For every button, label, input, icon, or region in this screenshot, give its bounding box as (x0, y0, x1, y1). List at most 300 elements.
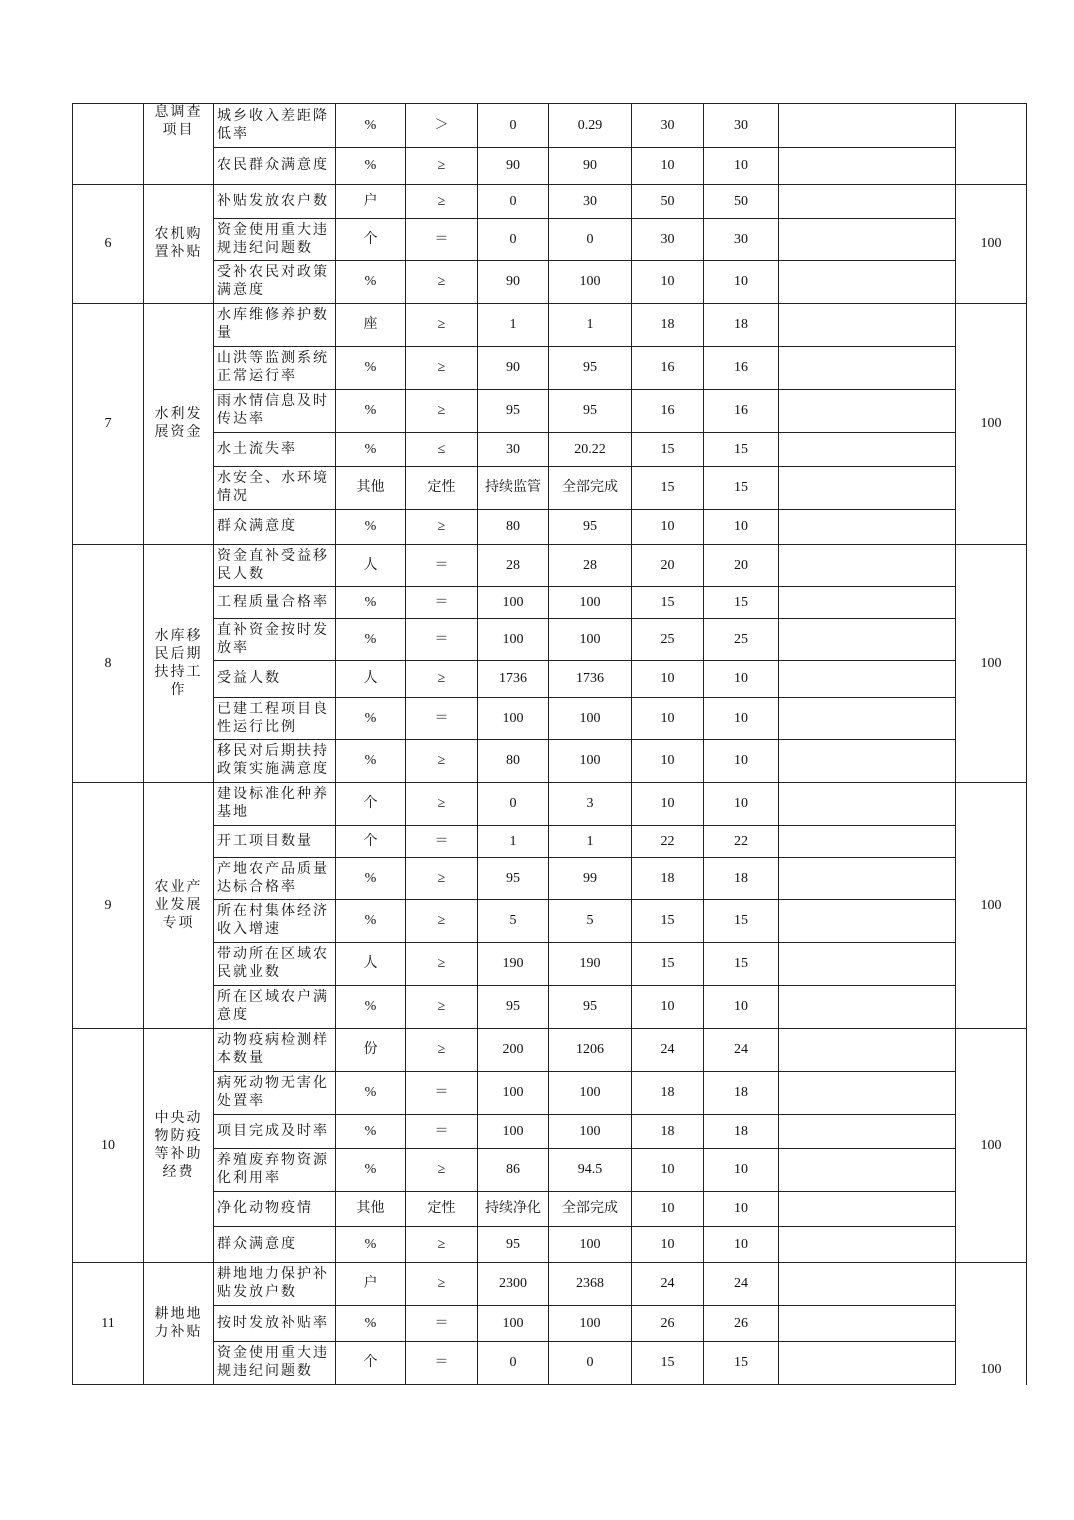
operator: ≥ (406, 304, 478, 347)
actual-value: 95 (549, 390, 632, 433)
actual-score: 50 (704, 185, 779, 219)
remarks-cell (779, 219, 956, 261)
indicator-name: 农民群众满意度 (214, 148, 336, 185)
remarks-cell (779, 545, 956, 587)
actual-value: 2368 (549, 1263, 632, 1306)
table-row (73, 510, 1027, 545)
target-value: 30 (478, 433, 549, 467)
target-value: 86 (478, 1149, 549, 1192)
table-row (73, 433, 1027, 467)
unit: 其他 (336, 467, 406, 510)
operator: ≥ (406, 1263, 478, 1306)
table-row (73, 148, 1027, 185)
unit: 份 (336, 1029, 406, 1072)
weight-score: 10 (632, 510, 704, 545)
weight-score: 10 (632, 1149, 704, 1192)
remarks-cell (779, 943, 956, 986)
actual-value: 0 (549, 219, 632, 261)
indicator-name: 水土流失率 (214, 433, 336, 467)
indicator-name: 已建工程项目良性运行比例 (214, 698, 336, 740)
actual-score: 10 (704, 1149, 779, 1192)
unit: % (336, 1072, 406, 1115)
table-row (73, 467, 1027, 510)
table-row (73, 943, 1027, 986)
table-row (73, 1306, 1027, 1342)
total-score: 100 (956, 304, 1027, 545)
weight-score: 15 (632, 587, 704, 619)
table-row (73, 740, 1027, 783)
remarks-cell (779, 510, 956, 545)
indicator-name: 所在村集体经济收入增速 (214, 900, 336, 943)
operator: ＝ (406, 219, 478, 261)
operator: ＝ (406, 1342, 478, 1385)
project-number: 11 (73, 1263, 144, 1385)
unit: % (336, 587, 406, 619)
actual-score: 10 (704, 1227, 779, 1263)
unit: 个 (336, 219, 406, 261)
operator: ＝ (406, 1115, 478, 1149)
actual-value: 100 (549, 1072, 632, 1115)
target-value: 80 (478, 740, 549, 783)
table-row (73, 619, 1027, 661)
unit: % (336, 104, 406, 148)
actual-value: 190 (549, 943, 632, 986)
actual-value: 5 (549, 900, 632, 943)
actual-score: 15 (704, 433, 779, 467)
target-value: 28 (478, 545, 549, 587)
indicator-name: 带动所在区域农民就业数 (214, 943, 336, 986)
operator: ≥ (406, 740, 478, 783)
weight-score: 10 (632, 148, 704, 185)
weight-score: 10 (632, 1192, 704, 1227)
actual-score: 24 (704, 1029, 779, 1072)
total-score: 100 (956, 783, 1027, 1029)
actual-score: 15 (704, 943, 779, 986)
unit: 人 (336, 943, 406, 986)
indicator-name: 动物疫病检测样本数量 (214, 1029, 336, 1072)
table-row (73, 1227, 1027, 1263)
weight-score: 15 (632, 467, 704, 510)
indicator-name: 养殖废弃物资源化利用率 (214, 1149, 336, 1192)
unit: 个 (336, 783, 406, 826)
project-number: 6 (73, 185, 144, 304)
target-value: 100 (478, 587, 549, 619)
actual-score: 10 (704, 148, 779, 185)
table-row (73, 900, 1027, 943)
weight-score: 18 (632, 304, 704, 347)
table-row (73, 1342, 1027, 1385)
remarks-cell (779, 698, 956, 740)
unit: % (336, 858, 406, 900)
weight-score: 50 (632, 185, 704, 219)
actual-value: 1206 (549, 1029, 632, 1072)
actual-value: 30 (549, 185, 632, 219)
operator: ＝ (406, 1306, 478, 1342)
operator: ＝ (406, 619, 478, 661)
actual-score: 10 (704, 698, 779, 740)
actual-score: 30 (704, 219, 779, 261)
operator: ≥ (406, 661, 478, 698)
actual-score: 22 (704, 826, 779, 858)
actual-score: 18 (704, 1072, 779, 1115)
unit: % (336, 433, 406, 467)
table-row (73, 1072, 1027, 1115)
target-value: 1736 (478, 661, 549, 698)
remarks-cell (779, 587, 956, 619)
actual-value: 100 (549, 587, 632, 619)
project-name: 农业产业发展专项 (144, 783, 214, 1029)
indicator-name: 净化动物疫情 (214, 1192, 336, 1227)
performance-indicator-table (72, 103, 1027, 1385)
operator: ≥ (406, 390, 478, 433)
table-row (73, 1115, 1027, 1149)
indicator-name: 雨水情信息及时传达率 (214, 390, 336, 433)
indicator-name: 山洪等监测系统正常运行率 (214, 347, 336, 390)
actual-score: 24 (704, 1263, 779, 1306)
actual-value: 全部完成 (549, 1192, 632, 1227)
remarks-cell (779, 304, 956, 347)
actual-score: 16 (704, 390, 779, 433)
project-name: 耕地地力补贴 (144, 1263, 214, 1385)
remarks-cell (779, 1192, 956, 1227)
operator: ≥ (406, 900, 478, 943)
weight-score: 15 (632, 943, 704, 986)
unit: % (336, 1227, 406, 1263)
actual-score: 18 (704, 1115, 779, 1149)
actual-score: 15 (704, 1342, 779, 1385)
unit: 个 (336, 826, 406, 858)
target-value: 90 (478, 347, 549, 390)
indicator-name: 病死动物无害化处置率 (214, 1072, 336, 1115)
remarks-cell (779, 1263, 956, 1306)
actual-value: 95 (549, 986, 632, 1029)
target-value: 200 (478, 1029, 549, 1072)
target-value: 95 (478, 986, 549, 1029)
table-row (73, 1263, 1027, 1306)
target-value: 0 (478, 104, 549, 148)
indicator-name: 受益人数 (214, 661, 336, 698)
indicator-name: 群众满意度 (214, 1227, 336, 1263)
table-row (73, 1149, 1027, 1192)
operator: ＝ (406, 826, 478, 858)
unit: % (336, 390, 406, 433)
project-number (73, 104, 144, 185)
remarks-cell (779, 467, 956, 510)
indicator-name: 产地农产品质量达标合格率 (214, 858, 336, 900)
project-name: 水利发展资金 (144, 304, 214, 545)
target-value: 0 (478, 185, 549, 219)
actual-value: 0 (549, 1342, 632, 1385)
indicator-name: 资金直补受益移民人数 (214, 545, 336, 587)
table-row (73, 698, 1027, 740)
table-row (73, 304, 1027, 347)
operator: ≥ (406, 1227, 478, 1263)
project-number: 8 (73, 545, 144, 783)
remarks-cell (779, 1227, 956, 1263)
actual-value: 1 (549, 826, 632, 858)
actual-value: 20.22 (549, 433, 632, 467)
actual-score: 10 (704, 661, 779, 698)
remarks-cell (779, 783, 956, 826)
unit: 其他 (336, 1192, 406, 1227)
actual-value: 100 (549, 1227, 632, 1263)
actual-value: 100 (549, 698, 632, 740)
weight-score: 30 (632, 219, 704, 261)
remarks-cell (779, 900, 956, 943)
total-score (956, 104, 1027, 185)
target-value: 0 (478, 1342, 549, 1385)
operator: ＝ (406, 698, 478, 740)
actual-value: 99 (549, 858, 632, 900)
unit: % (336, 148, 406, 185)
weight-score: 15 (632, 433, 704, 467)
table-row (73, 219, 1027, 261)
remarks-cell (779, 1072, 956, 1115)
remarks-cell (779, 740, 956, 783)
operator: ≥ (406, 986, 478, 1029)
target-value: 5 (478, 900, 549, 943)
actual-value: 100 (549, 740, 632, 783)
indicator-name: 受补农民对政策满意度 (214, 261, 336, 304)
actual-value: 100 (549, 261, 632, 304)
operator: ≥ (406, 148, 478, 185)
unit: 人 (336, 545, 406, 587)
indicator-name: 开工项目数量 (214, 826, 336, 858)
actual-value: 90 (549, 148, 632, 185)
target-value: 95 (478, 390, 549, 433)
unit: 座 (336, 304, 406, 347)
actual-score: 16 (704, 347, 779, 390)
remarks-cell (779, 1115, 956, 1149)
actual-score: 15 (704, 467, 779, 510)
target-value: 100 (478, 1072, 549, 1115)
weight-score: 26 (632, 1306, 704, 1342)
target-value: 95 (478, 1227, 549, 1263)
weight-score: 18 (632, 1115, 704, 1149)
weight-score: 20 (632, 545, 704, 587)
weight-score: 15 (632, 900, 704, 943)
indicator-name: 项目完成及时率 (214, 1115, 336, 1149)
actual-score: 18 (704, 304, 779, 347)
unit: 个 (336, 1342, 406, 1385)
operator: ≥ (406, 1149, 478, 1192)
indicator-name: 直补资金按时发放率 (214, 619, 336, 661)
table-row (73, 986, 1027, 1029)
operator: ≥ (406, 510, 478, 545)
operator: ≥ (406, 185, 478, 219)
indicator-name: 工程质量合格率 (214, 587, 336, 619)
total-score: 100 (956, 545, 1027, 783)
actual-value: 95 (549, 510, 632, 545)
target-value: 100 (478, 1115, 549, 1149)
weight-score: 10 (632, 661, 704, 698)
remarks-cell (779, 1342, 956, 1385)
total-score: 100 (956, 185, 1027, 304)
table-row (73, 261, 1027, 304)
weight-score: 16 (632, 347, 704, 390)
remarks-cell (779, 185, 956, 219)
weight-score: 10 (632, 261, 704, 304)
total-score: 100 (956, 1263, 1027, 1385)
operator: 定性 (406, 467, 478, 510)
operator: ≥ (406, 347, 478, 390)
unit: 户 (336, 1263, 406, 1306)
remarks-cell (779, 661, 956, 698)
unit: % (336, 698, 406, 740)
actual-value: 100 (549, 619, 632, 661)
actual-score: 10 (704, 986, 779, 1029)
operator: ≥ (406, 943, 478, 986)
weight-score: 10 (632, 1227, 704, 1263)
indicator-name: 建设标准化种养基地 (214, 783, 336, 826)
table-row (73, 1029, 1027, 1072)
indicator-name: 群众满意度 (214, 510, 336, 545)
target-value: 100 (478, 619, 549, 661)
target-value: 95 (478, 858, 549, 900)
actual-score: 15 (704, 587, 779, 619)
table-row (73, 390, 1027, 433)
operator: ≥ (406, 783, 478, 826)
table-row (73, 185, 1027, 219)
unit: % (336, 1306, 406, 1342)
indicator-name: 资金使用重大违规违纪问题数 (214, 219, 336, 261)
actual-value: 1 (549, 304, 632, 347)
project-name: 息调查项目 (144, 104, 214, 185)
indicator-name: 水库维修养护数量 (214, 304, 336, 347)
actual-score: 10 (704, 510, 779, 545)
target-value: 2300 (478, 1263, 549, 1306)
operator: ≥ (406, 858, 478, 900)
remarks-cell (779, 1029, 956, 1072)
indicator-name: 按时发放补贴率 (214, 1306, 336, 1342)
actual-score: 18 (704, 858, 779, 900)
target-value: 80 (478, 510, 549, 545)
actual-value: 0.29 (549, 104, 632, 148)
target-value: 90 (478, 148, 549, 185)
operator: ≤ (406, 433, 478, 467)
table-row (73, 1192, 1027, 1227)
remarks-cell (779, 986, 956, 1029)
remarks-cell (779, 104, 956, 148)
weight-score: 24 (632, 1029, 704, 1072)
operator: ＞ (406, 104, 478, 148)
actual-score: 26 (704, 1306, 779, 1342)
actual-score: 25 (704, 619, 779, 661)
weight-score: 16 (632, 390, 704, 433)
weight-score: 24 (632, 1263, 704, 1306)
target-value: 1 (478, 304, 549, 347)
weight-score: 15 (632, 1342, 704, 1385)
target-value: 100 (478, 698, 549, 740)
project-name: 中央动物防疫等补助经费 (144, 1029, 214, 1263)
target-value: 0 (478, 783, 549, 826)
actual-value: 100 (549, 1306, 632, 1342)
indicator-name: 资金使用重大违规违纪问题数 (214, 1342, 336, 1385)
table-row (73, 104, 1027, 148)
remarks-cell (779, 826, 956, 858)
remarks-cell (779, 347, 956, 390)
remarks-cell (779, 619, 956, 661)
project-name: 农机购置补贴 (144, 185, 214, 304)
remarks-cell (779, 433, 956, 467)
operator: ＝ (406, 1072, 478, 1115)
actual-value: 3 (549, 783, 632, 826)
indicator-name: 补贴发放农户数 (214, 185, 336, 219)
weight-score: 10 (632, 783, 704, 826)
remarks-cell (779, 261, 956, 304)
table-row (73, 858, 1027, 900)
weight-score: 18 (632, 1072, 704, 1115)
unit: % (336, 1115, 406, 1149)
remarks-cell (779, 858, 956, 900)
table-row (73, 545, 1027, 587)
unit: % (336, 740, 406, 783)
remarks-cell (779, 1149, 956, 1192)
target-value: 1 (478, 826, 549, 858)
weight-score: 30 (632, 104, 704, 148)
unit: % (336, 619, 406, 661)
project-name: 水库移民后期扶持工作 (144, 545, 214, 783)
project-number: 9 (73, 783, 144, 1029)
target-value: 持续净化 (478, 1192, 549, 1227)
actual-value: 全部完成 (549, 467, 632, 510)
unit: % (336, 510, 406, 545)
weight-score: 10 (632, 740, 704, 783)
table-row (73, 587, 1027, 619)
indicator-name: 移民对后期扶持政策实施满意度 (214, 740, 336, 783)
actual-value: 100 (549, 1115, 632, 1149)
actual-score: 10 (704, 740, 779, 783)
remarks-cell (779, 1306, 956, 1342)
table-row (73, 661, 1027, 698)
unit: % (336, 347, 406, 390)
unit: 人 (336, 661, 406, 698)
target-value: 90 (478, 261, 549, 304)
remarks-cell (779, 390, 956, 433)
operator: ＝ (406, 545, 478, 587)
total-score: 100 (956, 1029, 1027, 1263)
indicator-name: 水安全、水环境情况 (214, 467, 336, 510)
performance-table-page (72, 103, 1027, 1385)
actual-score: 10 (704, 261, 779, 304)
indicator-name: 耕地地力保护补贴发放户数 (214, 1263, 336, 1306)
actual-score: 30 (704, 104, 779, 148)
weight-score: 10 (632, 698, 704, 740)
project-number: 7 (73, 304, 144, 545)
actual-value: 1736 (549, 661, 632, 698)
unit: % (336, 986, 406, 1029)
actual-value: 28 (549, 545, 632, 587)
target-value: 190 (478, 943, 549, 986)
remarks-cell (779, 148, 956, 185)
operator: 定性 (406, 1192, 478, 1227)
table-row (73, 783, 1027, 826)
actual-score: 20 (704, 545, 779, 587)
project-number: 10 (73, 1029, 144, 1263)
operator: ＝ (406, 587, 478, 619)
unit: 户 (336, 185, 406, 219)
weight-score: 25 (632, 619, 704, 661)
actual-score: 15 (704, 900, 779, 943)
actual-score: 10 (704, 783, 779, 826)
indicator-name: 所在区域农户满意度 (214, 986, 336, 1029)
actual-value: 94.5 (549, 1149, 632, 1192)
target-value: 100 (478, 1306, 549, 1342)
unit: % (336, 1149, 406, 1192)
table-row (73, 347, 1027, 390)
operator: ≥ (406, 261, 478, 304)
actual-value: 95 (549, 347, 632, 390)
